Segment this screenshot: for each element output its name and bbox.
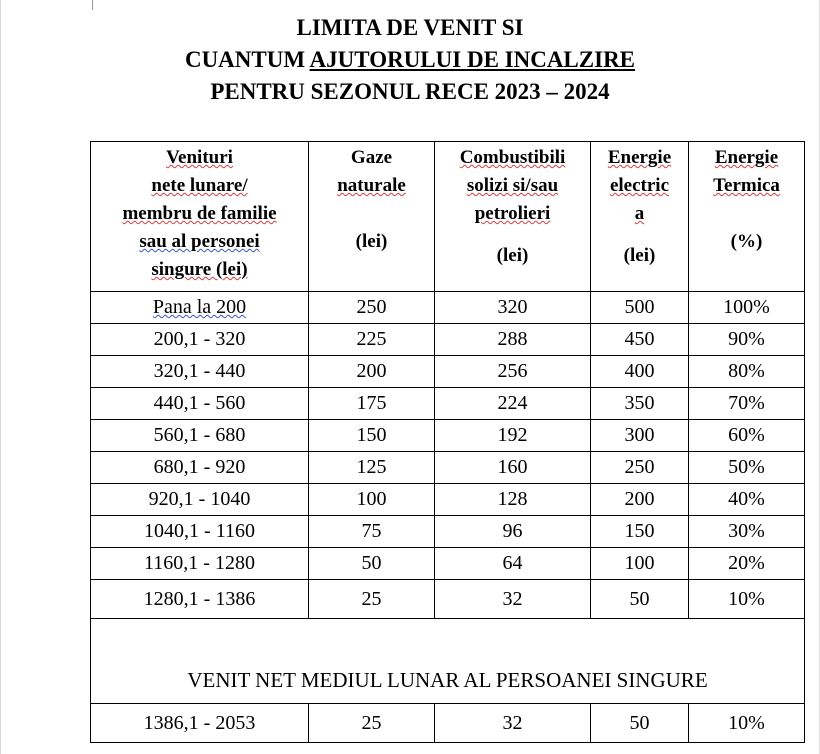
cell-income-text: Pana la 200 [152, 296, 247, 318]
header-income [91, 142, 309, 292]
cell-electric: 100 [591, 548, 689, 580]
table-header-row [91, 142, 805, 292]
header-thermal-line-1: Energie [714, 147, 779, 168]
header-electric [591, 142, 689, 292]
cell-solid: 32 [435, 704, 591, 743]
cell-income: 920,1 - 1040 [91, 484, 309, 516]
table-row [91, 516, 805, 548]
cell-income: 320,1 - 440 [91, 356, 309, 388]
cell-thermal: 80% [689, 356, 805, 388]
cell-solid: 288 [435, 324, 591, 356]
header-income-line-4: sau al personei [139, 231, 260, 252]
table-row [91, 292, 805, 324]
cell-electric: 350 [591, 388, 689, 420]
cell-gas: 75 [309, 516, 435, 548]
cell-income: 1386,1 - 2053 [91, 704, 309, 743]
cell-electric: 200 [591, 484, 689, 516]
cell-solid: 192 [435, 420, 591, 452]
cell-thermal: 60% [689, 420, 805, 452]
header-income-line-3: membru de familie [122, 203, 277, 224]
table-row [91, 356, 805, 388]
cell-electric: 150 [591, 516, 689, 548]
table-row [91, 420, 805, 452]
cell-income: 1160,1 - 1280 [91, 548, 309, 580]
table-row [91, 704, 805, 743]
header-electric-line-1: Energie [607, 147, 672, 168]
document-title-line-1: LIMITA DE VENIT SI [296, 15, 524, 40]
cell-income: 1280,1 - 1386 [91, 580, 309, 619]
cell-solid: 32 [435, 580, 591, 619]
table-row [91, 484, 805, 516]
cell-thermal: 10% [689, 580, 805, 619]
header-electric-unit: (lei) [623, 245, 656, 266]
cell-thermal: 50% [689, 452, 805, 484]
cell-gas: 100 [309, 484, 435, 516]
cell-income: 680,1 - 920 [91, 452, 309, 484]
cell-solid: 256 [435, 356, 591, 388]
cell-electric: 500 [591, 292, 689, 324]
cell-income: 1040,1 - 1160 [91, 516, 309, 548]
cell-gas: 150 [309, 420, 435, 452]
cell-thermal: 10% [689, 704, 805, 743]
cell-electric: 250 [591, 452, 689, 484]
cell-solid: 96 [435, 516, 591, 548]
header-income-line-5: singure (lei) [151, 259, 248, 280]
header-thermal [689, 142, 805, 292]
cell-gas: 25 [309, 580, 435, 619]
cell-thermal: 90% [689, 324, 805, 356]
cell-solid: 320 [435, 292, 591, 324]
header-solid-fuel [435, 142, 591, 292]
cell-gas: 250 [309, 292, 435, 324]
document-title-line-3: PENTRU SEZONUL RECE 2023 – 2024 [210, 79, 610, 104]
cell-thermal: 100% [689, 292, 805, 324]
cell-gas: 225 [309, 324, 435, 356]
cell-electric: 400 [591, 356, 689, 388]
cell-solid: 160 [435, 452, 591, 484]
header-solid-line-3: petrolieri [474, 203, 551, 224]
table-row [91, 388, 805, 420]
cell-solid: 64 [435, 548, 591, 580]
cell-gas: 25 [309, 704, 435, 743]
header-solid-line-2: solizi si/sau [466, 175, 559, 196]
page-left-edge [0, 0, 1, 754]
header-thermal-line-2: Termica [713, 175, 780, 196]
table-row [91, 548, 805, 580]
cell-income: 560,1 - 680 [91, 420, 309, 452]
page-margin-marker [92, 0, 93, 10]
header-solid-unit: (lei) [496, 245, 529, 266]
cell-gas: 125 [309, 452, 435, 484]
cell-thermal: 20% [689, 548, 805, 580]
cell-income [91, 292, 309, 324]
header-thermal-unit: (%) [730, 231, 763, 252]
table-row [91, 580, 805, 619]
header-electric-line-3: a [634, 203, 645, 224]
cell-solid: 224 [435, 388, 591, 420]
separator-caption: VENIT NET MEDIUL LUNAR AL PERSOANEI SINGURE [91, 619, 805, 704]
cell-solid: 128 [435, 484, 591, 516]
cell-income: 440,1 - 560 [91, 388, 309, 420]
table-row [91, 324, 805, 356]
cell-thermal: 40% [689, 484, 805, 516]
header-gas-line-2: naturale [337, 175, 406, 196]
header-income-line-2: nete lunare/ [151, 175, 248, 196]
cell-electric: 50 [591, 580, 689, 619]
cell-thermal: 30% [689, 516, 805, 548]
cell-gas: 50 [309, 548, 435, 580]
cell-income: 200,1 - 320 [91, 324, 309, 356]
header-gas [309, 142, 435, 292]
cell-thermal: 70% [689, 388, 805, 420]
cell-electric: 450 [591, 324, 689, 356]
header-electric-line-2: electric [609, 175, 670, 196]
document-title-line-2 [0, 45, 820, 75]
separator-row [91, 619, 805, 704]
header-gas-line-1: Gaze [350, 147, 393, 168]
cell-electric: 50 [591, 704, 689, 743]
title-line-2-underlined: AJUTORULUI DE INCALZIRE [309, 47, 636, 72]
heating-aid-table [90, 141, 805, 743]
header-solid-line-1: Combustibili [459, 147, 566, 168]
cell-gas: 175 [309, 388, 435, 420]
title-line-2-text: CUANTUM [184, 47, 310, 72]
cell-gas: 200 [309, 356, 435, 388]
cell-electric: 300 [591, 420, 689, 452]
header-income-line-1: Venituri [166, 147, 233, 168]
table-row [91, 452, 805, 484]
header-gas-unit: (lei) [355, 231, 388, 252]
